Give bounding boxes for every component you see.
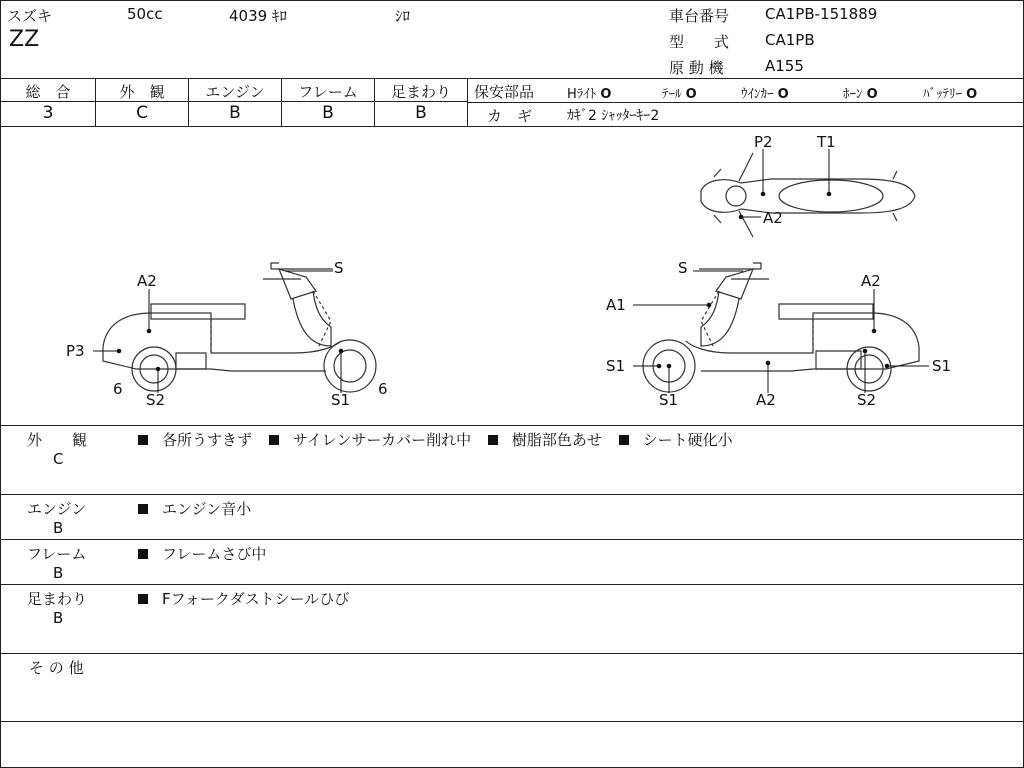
label-s1-right-front: S1: [606, 357, 626, 375]
divider: [1, 584, 1023, 585]
safety-item-headlight: Hﾗｲﾄ O: [567, 87, 612, 102]
displacement: 50cc: [127, 5, 163, 23]
key-value: ｶｷﾞ2 ｼｬｯﾀｰｷｰ2: [567, 108, 660, 124]
note-category-exterior: 外 観: [27, 431, 88, 449]
note-items-suspension: Fフォークダストシールひび: [138, 588, 349, 609]
divider: [1, 539, 1023, 540]
note-grade-exterior: C: [53, 450, 64, 468]
engine-value: A155: [765, 57, 804, 75]
rating-label-engine: エンジン: [205, 83, 265, 101]
label-s1-right-rear: S1: [932, 357, 952, 375]
rating-grade-overall: 3: [42, 103, 54, 123]
label-p3: P3: [66, 342, 85, 360]
engine-label: 原 動 機: [669, 59, 724, 77]
label-t1: T1: [817, 133, 836, 151]
label-s1-right-wheel: S1: [659, 391, 679, 409]
label-s2-right: S2: [857, 391, 877, 409]
label-s2-left: S2: [146, 391, 166, 409]
label-s-left: S: [334, 259, 344, 277]
note-category-frame: フレーム: [27, 545, 87, 563]
divider: [1, 425, 1023, 426]
color: ｼﾛ: [395, 7, 411, 25]
note-grade-suspension: B: [53, 609, 64, 627]
label-a2-right-floor: A2: [756, 391, 776, 409]
frame-no-label: 車台番号: [669, 7, 730, 25]
mileage: 4039 ｷﾛ: [229, 7, 287, 25]
bullet-icon: [138, 594, 148, 604]
note-grade-engine: B: [53, 519, 64, 537]
key-label: カ ギ: [487, 107, 533, 125]
safety-label: 保安部品: [474, 83, 535, 101]
rating-label-overall: 総 合: [25, 83, 71, 101]
label-p2: P2: [754, 133, 773, 151]
model-name: ZZ: [9, 27, 40, 52]
type-label: 型 式: [669, 33, 730, 51]
note-grade-frame: B: [53, 564, 64, 582]
safety-item-winker: ｳｲﾝｶｰ O: [741, 87, 789, 102]
label-s1-left: S1: [331, 391, 351, 409]
bullet-icon: [619, 435, 629, 445]
label-6-rear: 6: [378, 380, 388, 398]
divider: [1, 653, 1023, 654]
safety-item-battery: ﾊﾞｯﾃﾘｰ O: [923, 87, 978, 102]
bullet-icon: [269, 435, 279, 445]
rating-label-suspension: 足まわり: [390, 83, 451, 101]
rating-grade-frame: B: [322, 103, 334, 123]
bullet-icon: [488, 435, 498, 445]
divider: [1, 721, 1023, 722]
label-s-right: S: [678, 259, 688, 277]
rating-label-exterior: 外 観: [119, 83, 165, 101]
safety-item-tail: ﾃｰﾙ O: [662, 87, 697, 102]
divider: [1, 78, 1023, 79]
frame-no: CA1PB-151889: [765, 5, 878, 23]
bullet-icon: [138, 504, 148, 514]
rating-grade-suspension: B: [415, 103, 427, 123]
bullet-icon: [138, 549, 148, 559]
maker: スズキ: [7, 7, 53, 25]
safety-item-horn: ﾎｰﾝ O: [843, 87, 878, 102]
note-items-exterior: 各所うすきず サイレンサーカバー削れ中 樹脂部色あせ シート硬化小: [138, 429, 733, 450]
scooter-top-view: [701, 153, 915, 237]
type-value: CA1PB: [765, 31, 815, 49]
bullet-icon: [138, 435, 148, 445]
note-items-engine: エンジン音小: [138, 498, 251, 519]
note-category-suspension: 足まわり: [27, 590, 88, 608]
label-a1: A1: [606, 296, 626, 314]
note-category-other: そ の 他: [29, 659, 84, 677]
label-6-front: 6: [113, 380, 123, 398]
damage-diagram: [1, 127, 1023, 425]
rating-grade-exterior: C: [136, 103, 148, 123]
label-a2-right-seat: A2: [861, 272, 881, 290]
label-a2-top: A2: [763, 209, 783, 227]
divider: [467, 102, 1023, 103]
divider: [1, 494, 1023, 495]
note-items-frame: フレームさび中: [138, 543, 266, 564]
rating-label-frame: フレーム: [298, 83, 358, 101]
label-a2-left: A2: [137, 272, 157, 290]
rating-grade-engine: B: [229, 103, 241, 123]
note-category-engine: エンジン: [27, 500, 87, 518]
